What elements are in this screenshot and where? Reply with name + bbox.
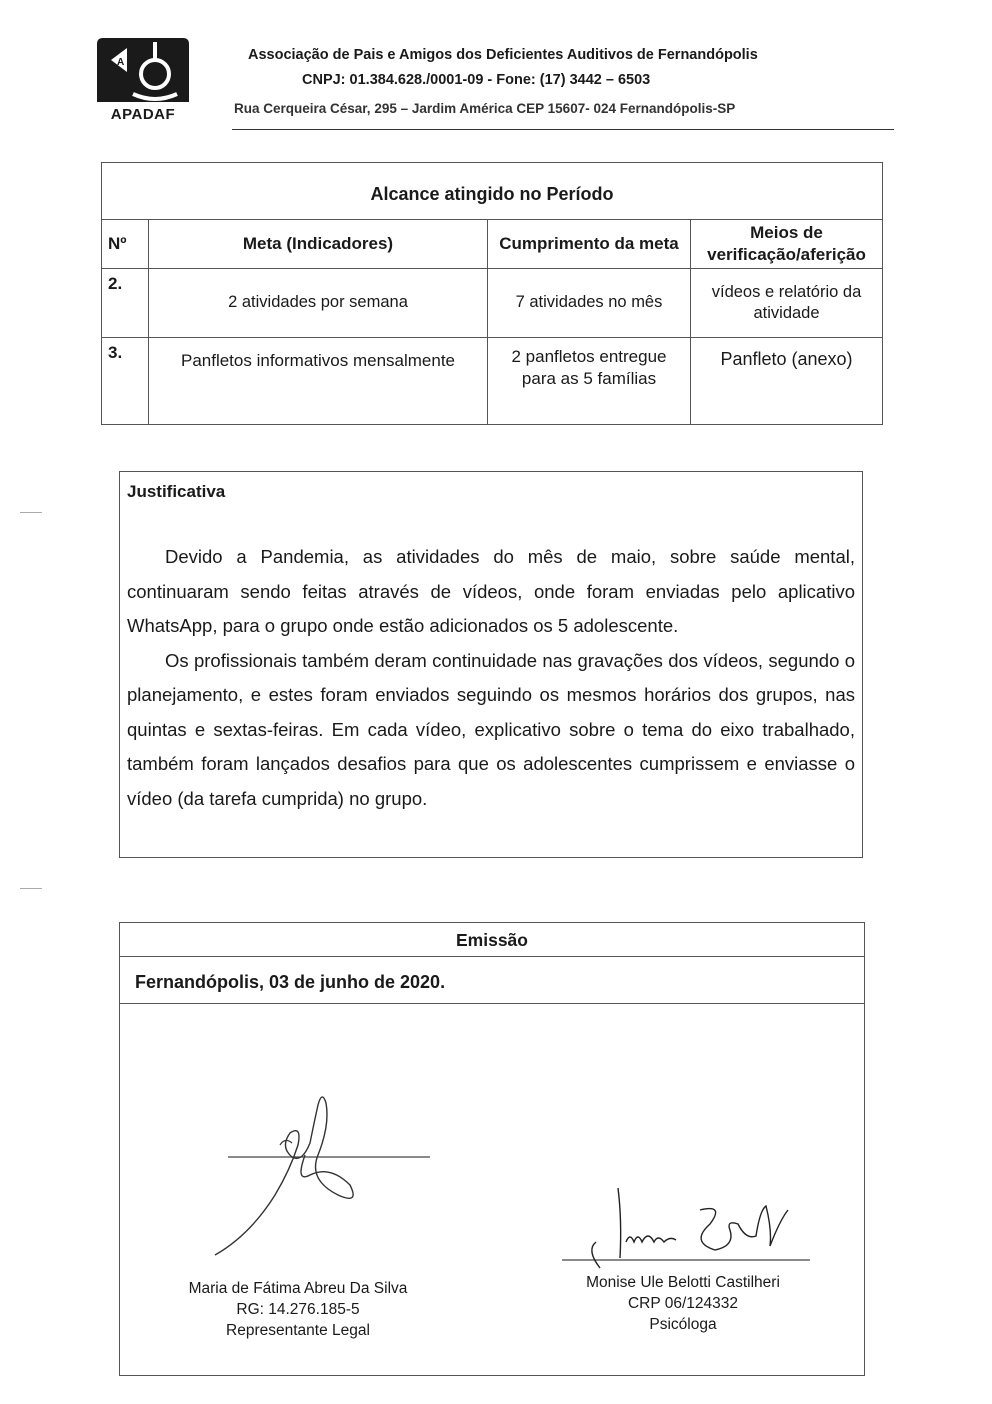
signer-id: CRP 06/124332 [627, 1295, 739, 1312]
row-num: 2. [102, 269, 149, 338]
emission-divider [119, 956, 865, 957]
signer-psychologist [556, 1272, 810, 1335]
signer-representative [158, 1278, 438, 1341]
row-meios: vídeos e relatório da atividade [691, 269, 883, 338]
signature-representative [210, 1085, 440, 1265]
signer-role: Representante Legal [226, 1322, 370, 1339]
emission-divider [119, 1003, 865, 1004]
organization-cnpj-phone: CNPJ: 01.384.628./0001-09 - Fone: (17) 3442 – 6503 [302, 72, 651, 88]
row-cumprimento: 7 atividades no mês [488, 269, 691, 338]
header-cumprimento: Cumprimento da meta [488, 220, 691, 269]
organization-name: Associação de Pais e Amigos dos Deficientes Auditivos de Fernandópolis [248, 47, 758, 63]
scan-mark [20, 888, 42, 889]
signature-psychologist [560, 1180, 820, 1270]
emission-date: Fernandópolis, 03 de junho de 2020. [135, 972, 446, 992]
signer-name: Monise Ule Belotti Castilheri [586, 1274, 780, 1291]
reach-table [101, 162, 883, 425]
row-num: 3. [102, 338, 149, 425]
signer-role: Psicóloga [649, 1316, 717, 1333]
table-row [102, 338, 883, 425]
header-num: Nº [102, 220, 149, 269]
scan-mark [20, 512, 42, 513]
justification-text [127, 540, 855, 816]
organization-address: Rua Cerqueira César, 295 – Jardim América CEP 15607- 024 Fernandópolis-SP [234, 101, 736, 116]
header-meios: Meios de verificação/aferição [691, 220, 883, 269]
logo-text: APADAF [110, 106, 176, 123]
row-cumprimento: 2 panfletos entregue para as 5 famílias [488, 338, 691, 425]
header-meta: Meta (Indicadores) [149, 220, 488, 269]
table-title: Alcance atingido no Período [102, 163, 883, 220]
row-meta: Panfletos informativos mensalmente [149, 338, 488, 425]
table-header-row [102, 220, 883, 269]
justification-title: Justificativa [127, 482, 226, 501]
header-divider [232, 129, 894, 130]
justification-paragraph: Devido a Pandemia, as atividades do mês de maio, sobre saúde mental, continuaram sendo feitas através de vídeos, onde foram enviadas pelo aplicativo WhatsApp, para o grupo onde estão adicionados os 5 adolescente. [127, 546, 855, 636]
signer-id: RG: 14.276.185-5 [236, 1301, 360, 1318]
row-meios: Panfleto (anexo) [691, 338, 883, 425]
signer-name: Maria de Fátima Abreu Da Silva [188, 1280, 408, 1297]
emission-title: Emissão [456, 930, 528, 950]
row-meta: 2 atividades por semana [149, 269, 488, 338]
svg-text:A: A [117, 57, 125, 68]
justification-paragraph: Os profissionais também deram continuidade nas gravações dos vídeos, segundo o planejamento, e estes foram enviados seguindo os mesmos horários dos grupos, nas quintas e sextas-feiras. Em cada vídeo, explicativo sobre o tema do eixo trabalhado, também foram lançados desafios para que os adolescentes cumprissem e enviasse o vídeo (da tarefa cumprida) no grupo. [127, 649, 855, 809]
table-row [102, 269, 883, 338]
